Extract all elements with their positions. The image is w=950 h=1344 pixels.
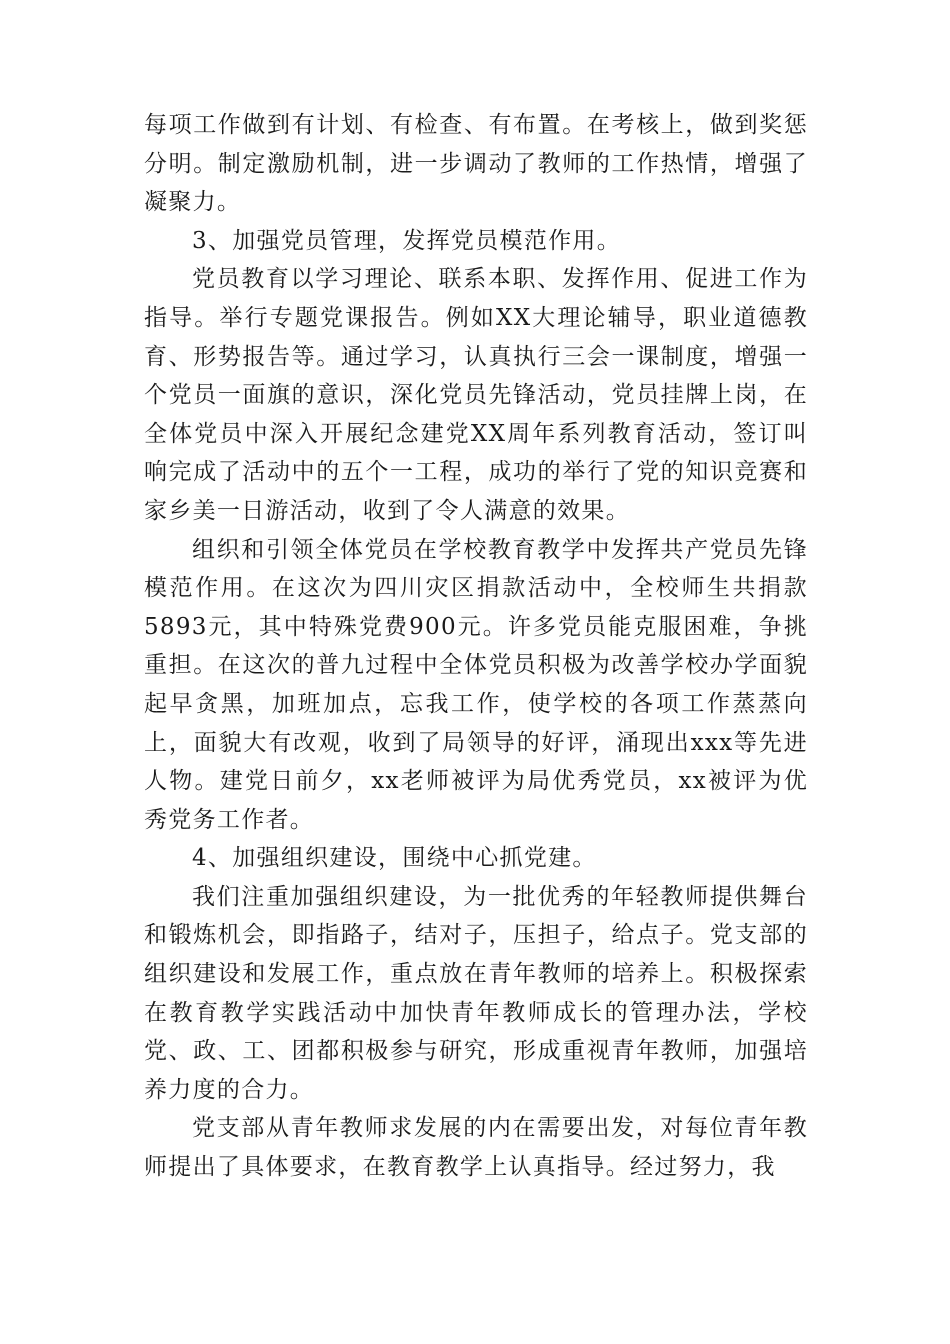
- section-heading-4: 4、加强组织建设，围绕中心抓党建。: [192, 845, 597, 872]
- paragraph-continuation: 每项工作做到有计划、有检查、有布置。在考核上，做到奖惩分明。制定激励机制，进一步调动了教师的工作热情，增强了凝聚力。: [144, 112, 808, 216]
- document-body: [144, 106, 808, 1187]
- section-heading-3: 3、加强党员管理，发挥党员模范作用。: [192, 227, 622, 254]
- paragraph-party-education: 党员教育以学习理论、联系本职、发挥作用、促进工作为指导。举行专题党课报告。例如XX大理论辅导，职业道德教育、形势报告等。通过学习，认真执行三会一课制度，增强一个党员一面旗的意识，深化党员先锋活动，党员挂牌上岗，在全体党员中深入开展纪念建党XX周年系列教育活动，签订叫响完成了活动中的五个一工程，成功的举行了党的知识竞赛和家乡美一日游活动，收到了令人满意的效果。: [144, 266, 808, 524]
- paragraph-young-teachers: 党支部从青年教师求发展的内在需要出发，对每位青年教师提出了具体要求，在教育教学上认真指导。经过努力，我: [144, 1115, 808, 1181]
- paragraph-pioneer-role: 组织和引领全体党员在学校教育教学中发挥共产党员先锋模范作用。在这次为四川灾区捐款活动中，全校师生共捐款5893元，其中特殊党费900元。许多党员能克服困难，争挑重担。在这次的普九过程中全体党员积极为改善学校办学面貌起早贪黑，加班加点，忘我工作，使学校的各项工作蒸蒸向上，面貌大有改观，收到了局领导的好评，涌现出xxx等先进人物。建党日前夕，xx老师被评为局优秀党员，xx被评为优秀党务工作者。: [144, 536, 808, 833]
- paragraph-organization-building: 我们注重加强组织建设，为一批优秀的年轻教师提供舞台和锻炼机会，即指路子，结对子，压担子，给点子。党支部的组织建设和发展工作，重点放在青年教师的培养上。积极探索在教育教学实践活动中加快青年教师成长的管理办法，学校党、政、工、团都积极参与研究，形成重视青年教师，加强培养力度的合力。: [144, 883, 808, 1103]
